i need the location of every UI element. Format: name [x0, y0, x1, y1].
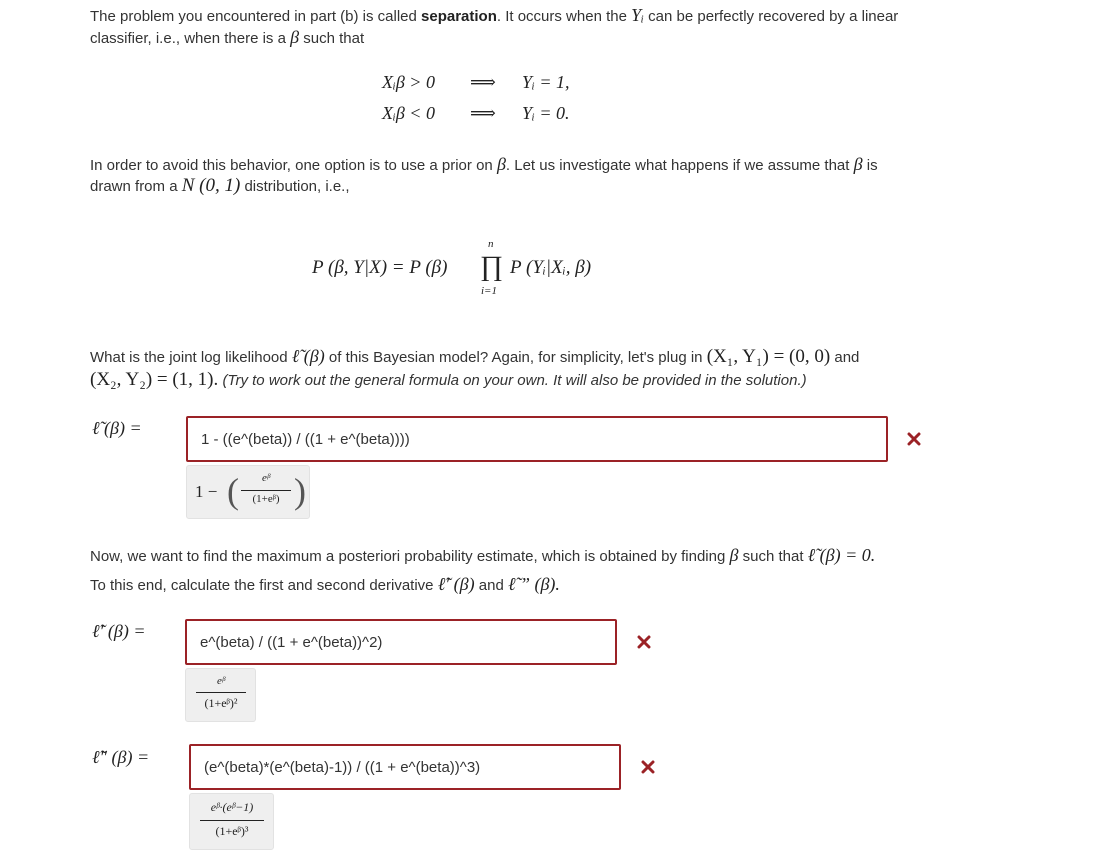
answer2-label: ℓ̃′ (β) = [92, 621, 146, 641]
second-derivative-input[interactable]: (e^(beta)*(e^(beta)-1)) / ((1 + e^(beta))^3) [189, 744, 621, 790]
answer1-preview: 1 − ( eᵝ (1+eᵝ) ) [186, 465, 310, 519]
fraction-bar [241, 490, 291, 491]
prior-line-2: drawn from a N (0, 1) distribution, i.e., [90, 175, 350, 196]
term-separation: separation [421, 8, 497, 25]
first-derivative-input[interactable]: e^(beta) / ((1 + e^(beta))^2) [185, 619, 617, 665]
question-line-1: What is the joint log likelihood ℓ̃ (β) of this Bayesian model? Again, for simplicity, let's plug in (X₁, Y₁) = (0, 0) and [90, 346, 860, 367]
implies-icon: ⟹ [470, 72, 496, 92]
fraction-bar [196, 692, 246, 693]
fraction-bar [200, 820, 264, 821]
answer2-preview: eᵝ (1+eᵝ)² [185, 668, 256, 722]
answer3-label: ℓ̃″ (β) = [92, 747, 150, 767]
map-line-1: Now, we want to find the maximum a posteriori probability estimate, which is obtained by finding β such that ℓ̃ (β) = 0. [90, 545, 876, 565]
paren-left: ( [227, 471, 239, 511]
intro-line-1: The problem you encountered in part (b) is called separation. It occurs when the Yᵢ can be perfectly recovered by a linear [90, 5, 899, 25]
hint-text: (Try to work out the general formula on your own. It will also be provided in the solution.) [222, 372, 807, 389]
intro-line-2: classifier, i.e., when there is a β such that [90, 27, 365, 47]
map-line-2: To this end, calculate the first and second derivative ℓ̃′ (β) and ℓ̃ ” (β). [90, 574, 560, 594]
question-line-2: (X₂, Y₂) = (1, 1). (Try to work out the general formula on your own. It will also be provided in the solution.) [90, 369, 807, 390]
x-mark-icon [637, 635, 651, 649]
x-mark-icon [641, 760, 655, 774]
product-icon: ∏ [480, 251, 504, 282]
paren-right: ) [294, 471, 306, 511]
log-likelihood-input[interactable]: 1 - ((e^(beta)) / ((1 + e^(beta)))) [186, 416, 888, 462]
prior-line-1: In order to avoid this behavior, one option is to use a prior on β. Let us investigate what happens if we assume that β is [90, 154, 878, 174]
x-mark-icon [907, 432, 921, 446]
answer3-preview: eᵝ·(eᵝ−1) (1+eᵝ)³ [189, 793, 274, 850]
implies-icon: ⟹ [470, 103, 496, 123]
answer1-label: ℓ̃ (β) = [92, 418, 142, 438]
